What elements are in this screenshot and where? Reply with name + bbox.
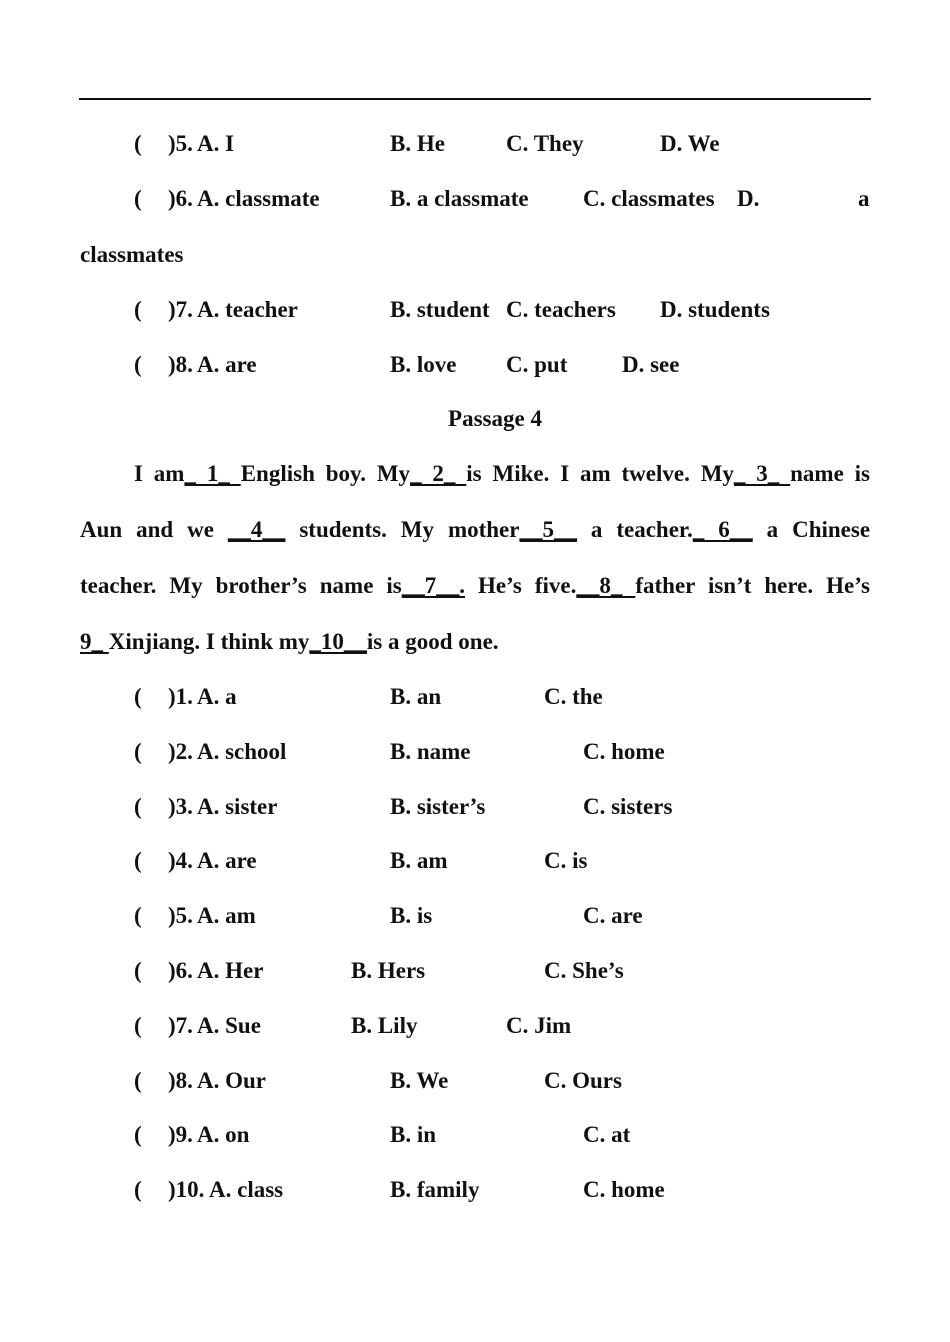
option-b: B. an <box>390 684 442 709</box>
option-d: D. see <box>622 352 680 377</box>
answer-paren: ( <box>134 1013 142 1038</box>
answer-paren: ( <box>134 903 142 928</box>
blank-3: _ 3_ <box>733 461 791 486</box>
text-segment: Aun and we <box>80 517 214 542</box>
question-number: )6. <box>168 186 193 211</box>
option-c: C. home <box>583 1177 665 1202</box>
passage-line <box>80 572 870 600</box>
question-number: )1. <box>168 684 193 709</box>
answer-paren: ( <box>134 1068 142 1093</box>
option-c: C. the <box>544 684 603 709</box>
option-a: A. I <box>197 131 235 156</box>
option-c: C. She’s <box>544 958 624 983</box>
answer-paren: ( <box>134 739 142 764</box>
blank-10: _10__ <box>309 629 367 654</box>
text-segment: teacher. My brother’s name is <box>80 573 402 598</box>
text-segment: students. My mother <box>299 517 520 542</box>
blank-5: __5__ <box>519 517 577 542</box>
option-c: C. sisters <box>583 794 673 819</box>
option-b: B. family <box>390 1177 480 1202</box>
answer-paren: ( <box>134 131 142 156</box>
answer-paren: ( <box>134 848 142 873</box>
text-segment: father isn’t here. He’s <box>635 573 870 598</box>
option-b: B. Lily <box>351 1013 418 1038</box>
text-segment: Xinjiang. I think my <box>108 629 310 654</box>
option-a: A. sister <box>197 794 278 819</box>
blank-2: _ 2_ <box>410 461 467 486</box>
question-number: )8. <box>168 1068 193 1093</box>
question-number: )10. <box>168 1177 205 1202</box>
option-d: D. students <box>660 297 770 322</box>
option-b: B. am <box>390 848 448 873</box>
option-a: A. on <box>197 1122 250 1147</box>
option-a: A. am <box>197 903 256 928</box>
option-a: A. Her <box>197 958 264 983</box>
option-d: D. <box>737 186 760 211</box>
option-b: B. a classmate <box>390 186 529 211</box>
header-rule <box>79 98 871 100</box>
option-a: A. teacher <box>197 297 298 322</box>
option-b: B. student <box>390 297 490 322</box>
text-segment: English boy. My <box>240 461 411 486</box>
option-c: C. is <box>544 848 588 873</box>
option-b: B. He <box>390 131 445 156</box>
text-segment: is a good one. <box>366 629 499 654</box>
blank-7: __7__. <box>401 573 465 598</box>
answer-paren: ( <box>134 1177 142 1202</box>
option-a: A. are <box>197 848 257 873</box>
answer-paren: ( <box>134 794 142 819</box>
question-number: )3. <box>168 794 193 819</box>
question-number: )9. <box>168 1122 193 1147</box>
option-c: C. home <box>583 739 665 764</box>
blank-9: 9_ <box>80 629 109 654</box>
passage-line <box>80 628 870 656</box>
blank-4: __4__ <box>227 517 286 542</box>
text-segment: name is <box>790 461 870 486</box>
option-d: D. We <box>660 131 720 156</box>
option-c: C. teachers <box>506 297 616 322</box>
option-b: B. is <box>390 903 433 928</box>
question-number: )5. <box>168 131 193 156</box>
option-b: B. in <box>390 1122 437 1147</box>
question-number: )8. <box>168 352 193 377</box>
text-segment: I am <box>134 461 185 486</box>
question-number: )6. <box>168 958 193 983</box>
question-number: )7. <box>168 297 193 322</box>
option-c: C. are <box>583 903 643 928</box>
option-c: C. put <box>506 352 568 377</box>
text-segment: is Mike. I am twelve. My <box>466 461 734 486</box>
answer-paren: ( <box>134 958 142 983</box>
option-b: B. name <box>390 739 471 764</box>
question-number: )7. <box>168 1013 193 1038</box>
blank-6: _ 6__ <box>692 517 753 542</box>
text-segment: a Chinese <box>766 517 871 542</box>
question-number: )2. <box>168 739 193 764</box>
answer-paren: ( <box>134 352 142 377</box>
passage-line <box>80 460 870 488</box>
answer-paren: ( <box>134 186 142 211</box>
option-c: C. They <box>506 131 584 156</box>
question-number: )4. <box>168 848 193 873</box>
blank-1: _ 1_ <box>184 461 241 486</box>
option-c: C. classmates <box>583 186 715 211</box>
option-a: A. classmate <box>197 186 320 211</box>
passage-line <box>80 516 870 544</box>
answer-paren: ( <box>134 1122 142 1147</box>
option-a: A. class <box>209 1177 284 1202</box>
option-b: B. sister’s <box>390 794 486 819</box>
option-a: A. Sue <box>197 1013 261 1038</box>
option-d-text-wrap: classmates <box>80 242 184 267</box>
text-segment: a teacher. <box>590 517 693 542</box>
option-b: B. We <box>390 1068 449 1093</box>
option-c: C. Ours <box>544 1068 622 1093</box>
passage-title: Passage 4 <box>448 406 542 431</box>
option-c: C. Jim <box>506 1013 572 1038</box>
question-number: )5. <box>168 903 193 928</box>
option-a: A. are <box>197 352 257 377</box>
option-d-text: a <box>858 186 870 211</box>
option-c: C. at <box>583 1122 631 1147</box>
option-b: B. love <box>390 352 457 377</box>
option-b: B. Hers <box>351 958 426 983</box>
option-a: A. Our <box>197 1068 266 1093</box>
blank-8: __8_ <box>576 573 636 598</box>
option-a: A. school <box>197 739 287 764</box>
answer-paren: ( <box>134 297 142 322</box>
option-a: A. a <box>197 684 237 709</box>
answer-paren: ( <box>134 684 142 709</box>
text-segment: He’s five. <box>477 573 577 598</box>
